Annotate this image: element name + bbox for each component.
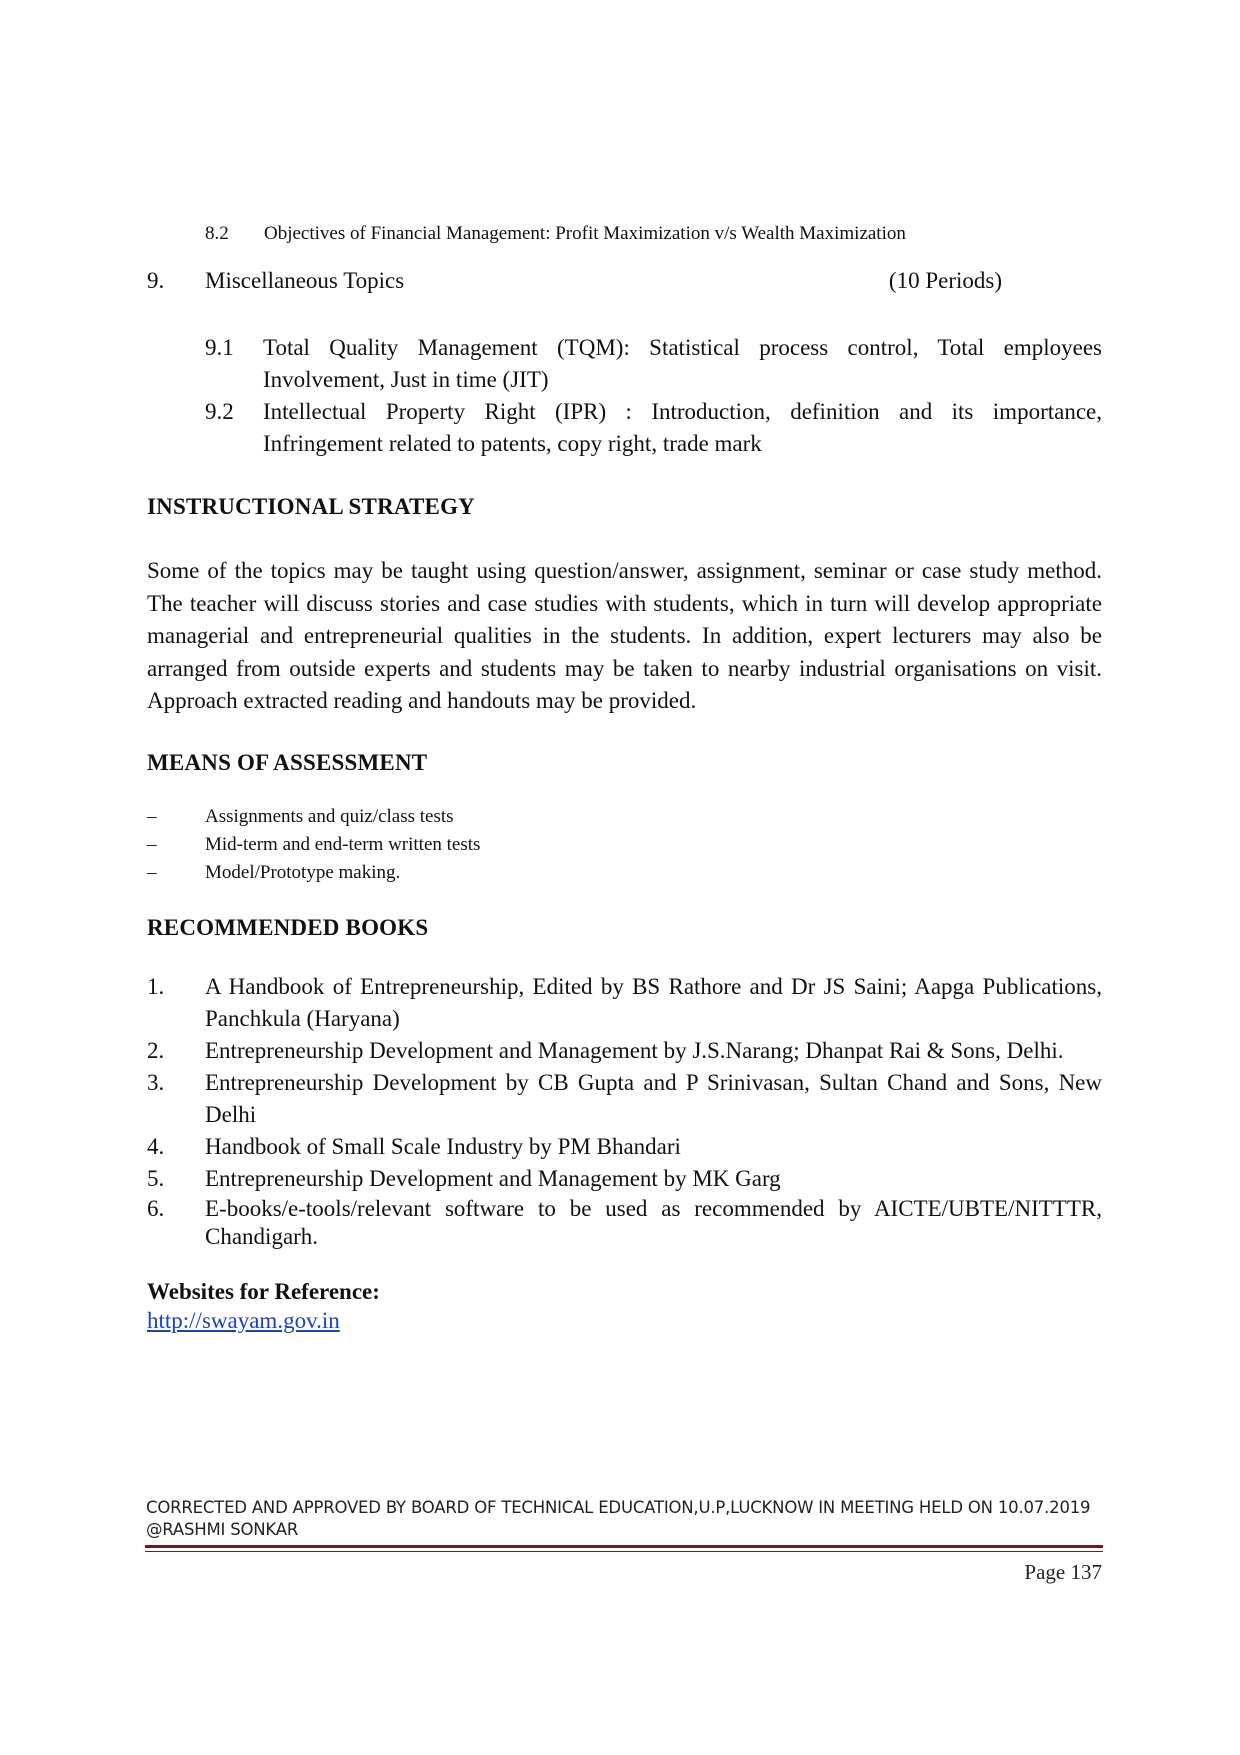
website-link[interactable]: http://swayam.gov.in xyxy=(147,1308,340,1333)
book-text: Entrepreneurship Development by CB Gupta and P Srinivasan, Sultan Chand and Sons, New Delhi xyxy=(205,1070,1102,1127)
recommended-books-heading: RECOMMENDED BOOKS xyxy=(147,915,429,940)
item-number: 8.2 xyxy=(205,223,229,244)
list-item xyxy=(147,803,480,831)
instructional-strategy-heading: INSTRUCTIONAL STRATEGY xyxy=(147,494,475,519)
section-9-subitems xyxy=(205,332,1102,460)
item-text: Objectives of Financial Management: Profit Maximization v/s Wealth Maximization xyxy=(264,223,906,244)
subitem-9-1 xyxy=(205,332,1102,396)
book-item xyxy=(147,1163,1102,1195)
section-periods: (10 Periods) xyxy=(888,268,1002,293)
book-number: 5. xyxy=(147,1166,165,1191)
book-number: 2. xyxy=(147,1038,165,1063)
recommended-books-list xyxy=(147,971,1102,1251)
subitem-text: Total Quality Management (TQM): Statistical process control, Total employees Involvement, Just in time (JIT) xyxy=(263,335,1102,392)
book-item xyxy=(147,1035,1102,1067)
book-text: Handbook of Small Scale Industry by PM Bhandari xyxy=(205,1134,681,1159)
list-item xyxy=(147,831,480,859)
section-title: Miscellaneous Topics xyxy=(205,268,405,293)
page-number: Page 137 xyxy=(1024,1560,1102,1584)
websites-label: Websites for Reference: xyxy=(147,1279,380,1304)
item-8-2 xyxy=(205,223,906,245)
dash-mark: – xyxy=(147,862,157,883)
subitem-9-2 xyxy=(205,396,1102,460)
book-text: Entrepreneurship Development and Management by MK Garg xyxy=(205,1166,781,1191)
subitem-number: 9.2 xyxy=(205,399,234,424)
section-number: 9. xyxy=(147,268,165,293)
assessment-heading: MEANS OF ASSESSMENT xyxy=(147,750,428,775)
footer-divider-thin xyxy=(145,1551,1103,1552)
book-text: A Handbook of Entrepreneurship, Edited by BS Rathore and Dr JS Saini; Aapga Publications, Panchkula (Haryana) xyxy=(205,974,1102,1031)
footer-divider xyxy=(145,1545,1103,1548)
book-item xyxy=(147,1067,1102,1131)
dash-mark: – xyxy=(147,834,157,855)
dash-mark: – xyxy=(147,806,157,827)
book-number: 4. xyxy=(147,1134,165,1159)
book-item xyxy=(147,971,1102,1035)
list-item xyxy=(147,859,480,887)
list-item-text: Assignments and quiz/class tests xyxy=(205,806,454,827)
footer-approval-note: CORRECTED AND APPROVED BY BOARD OF TECHNICAL EDUCATION,U.P,LUCKNOW IN MEETING HELD ON 10.07.2019 @RASHMI SONKAR xyxy=(146,1498,1091,1539)
subitem-text: Intellectual Property Right (IPR) : Introduction, definition and its importance, Infringement related to patents, copy right, trade mark xyxy=(263,399,1102,456)
list-item-text: Model/Prototype making. xyxy=(205,862,401,883)
assessment-list xyxy=(147,803,480,887)
book-item xyxy=(147,1195,1102,1251)
subitem-number: 9.1 xyxy=(205,335,234,360)
book-text: E-books/e-tools/relevant software to be used as recommended by AICTE/UBTE/NITTTR, Chandigarh. xyxy=(205,1196,1102,1249)
book-text: Entrepreneurship Development and Management by J.S.Narang; Dhanpat Rai & Sons, Delhi. xyxy=(205,1038,1064,1063)
book-number: 3. xyxy=(147,1070,165,1095)
book-number: 1. xyxy=(147,974,165,999)
instructional-strategy-body: Some of the topics may be taught using question/answer, assignment, seminar or case study method. The teacher will discuss stories and case studies with students, which in turn will develop appropriate managerial and entrepreneurial qualities in the students. In addition, expert lecturers may also be arranged from outside experts and students may be taken to nearby industrial organisations on visit. Approach extracted reading and handouts may be provided. xyxy=(147,558,1102,713)
book-item xyxy=(147,1131,1102,1163)
list-item-text: Mid-term and end-term written tests xyxy=(205,834,481,855)
book-number: 6. xyxy=(147,1196,165,1221)
